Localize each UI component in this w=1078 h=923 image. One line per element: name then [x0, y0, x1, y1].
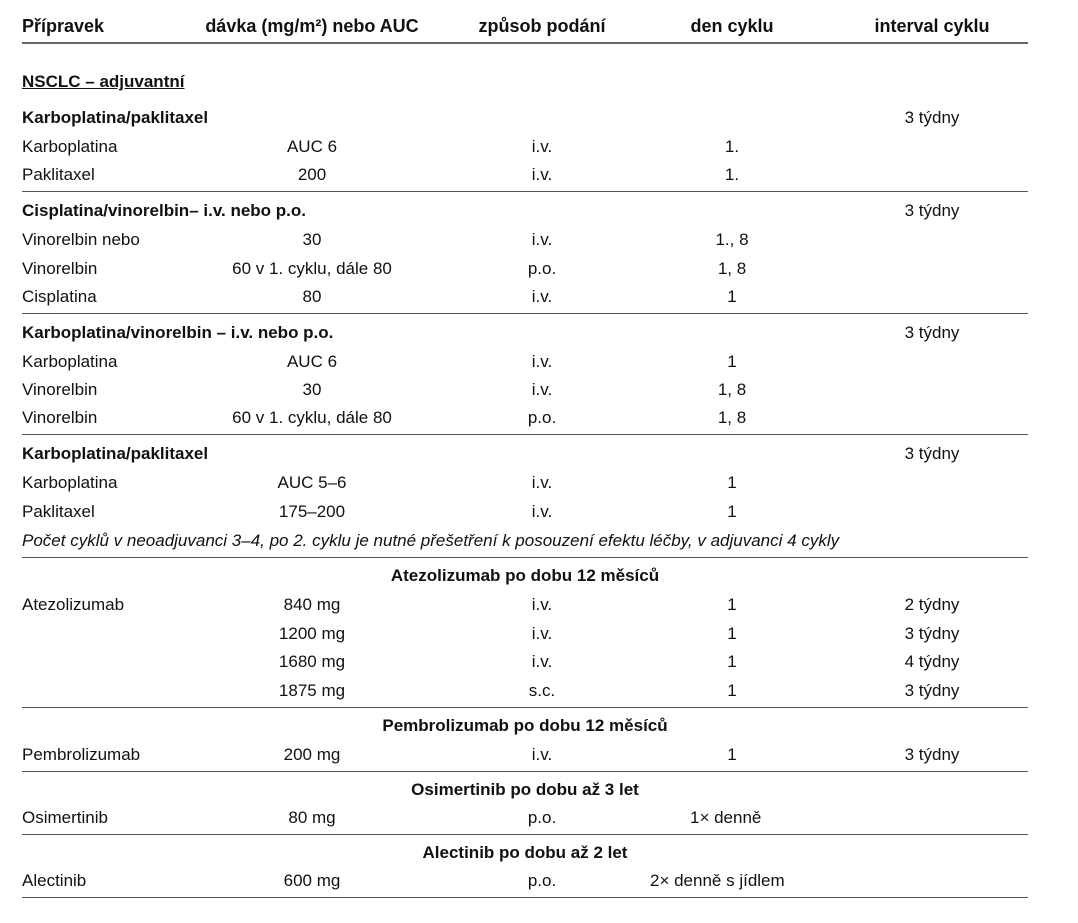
divider — [22, 707, 1028, 708]
divider — [22, 434, 1028, 435]
route: i.v. — [531, 380, 553, 399]
route: i.v. — [531, 230, 553, 249]
dose: 30 — [302, 380, 322, 399]
section-title: NSCLC – adjuvantní — [22, 72, 185, 91]
route: i.v. — [531, 287, 553, 306]
group-interval: 3 týdny — [904, 108, 960, 127]
dose: AUC 6 — [286, 352, 338, 371]
immuno-title: Atezolizumab po dobu 12 měsíců — [390, 566, 660, 585]
table-row — [22, 648, 1028, 676]
day: 1 — [727, 745, 737, 764]
drug: Vinorelbin — [22, 259, 98, 278]
interval: 3 týdny — [904, 681, 960, 700]
table-row — [22, 133, 1028, 161]
route: p.o. — [527, 408, 557, 427]
dose: 1875 mg — [278, 681, 346, 700]
day: 1, 8 — [717, 259, 747, 278]
group-title: Cisplatina/vinorelbin– i.v. nebo p.o. — [22, 201, 307, 220]
drug: Cisplatina — [22, 287, 97, 306]
route: i.v. — [531, 745, 553, 764]
group-title-row — [22, 104, 1028, 132]
header-drug: Přípravek — [22, 16, 105, 36]
route: i.v. — [531, 165, 553, 184]
divider — [22, 191, 1028, 192]
day: 1 — [727, 473, 737, 492]
day: 1 — [727, 352, 737, 371]
cycle-note: Počet cyklů v neoadjuvanci 3–4, po 2. cyklu je nutné přešetření k posouzení efektu léčby, v adjuvanci 4 cykly — [22, 531, 840, 550]
day: 1 — [727, 681, 737, 700]
day: 1. — [724, 137, 740, 156]
immuno-title-row — [22, 562, 1028, 590]
route: i.v. — [531, 137, 553, 156]
route: i.v. — [531, 352, 553, 371]
day: 1 — [727, 595, 737, 614]
table-row — [22, 498, 1028, 526]
divider — [22, 557, 1028, 558]
dose: 1680 mg — [278, 652, 346, 671]
route: p.o. — [527, 808, 557, 827]
table-row — [22, 376, 1028, 404]
group-title-row — [22, 440, 1028, 468]
interval: 4 týdny — [904, 652, 960, 671]
table-row — [22, 620, 1028, 648]
section-title-row — [22, 68, 1028, 96]
drug: Pembrolizumab — [22, 745, 141, 764]
day: 1, 8 — [717, 408, 747, 427]
divider — [22, 834, 1028, 835]
immuno-title-row — [22, 839, 1028, 867]
route: i.v. — [531, 624, 553, 643]
day: 1× denně — [690, 808, 762, 827]
immuno-title: Alectinib po dobu až 2 let — [422, 843, 628, 862]
dose: 80 — [302, 287, 322, 306]
dose: 80 mg — [288, 808, 336, 827]
group-title-row — [22, 319, 1028, 347]
table-row — [22, 677, 1028, 705]
day: 1., 8 — [715, 230, 749, 249]
route: i.v. — [531, 473, 553, 492]
dose: AUC 5–6 — [277, 473, 347, 492]
day: 1. — [724, 165, 740, 184]
immuno-title-row — [22, 776, 1028, 804]
group-title: Karboplatina/vinorelbin – i.v. nebo p.o. — [22, 323, 334, 342]
route: s.c. — [528, 681, 556, 700]
dose: AUC 6 — [286, 137, 338, 156]
header-day: den cyklu — [690, 16, 774, 36]
day: 1 — [727, 624, 737, 643]
interval: 3 týdny — [904, 745, 960, 764]
group-title: Karboplatina/paklitaxel — [22, 444, 209, 463]
route: i.v. — [531, 502, 553, 521]
group-interval: 3 týdny — [904, 444, 960, 463]
dose: 30 — [302, 230, 322, 249]
table-row — [22, 804, 1028, 832]
day: 1 — [727, 287, 737, 306]
drug: Vinorelbin nebo — [22, 230, 140, 249]
header-route: způsob podání — [478, 16, 606, 36]
route: i.v. — [531, 595, 553, 614]
table-header — [22, 16, 1028, 44]
dose: 200 — [297, 165, 327, 184]
drug: Alectinib — [22, 871, 87, 890]
divider — [22, 313, 1028, 314]
table-row — [22, 867, 1028, 895]
day: 1, 8 — [717, 380, 747, 399]
immuno-title: Pembrolizumab po dobu 12 měsíců — [382, 716, 668, 735]
dose: 60 v 1. cyklu, dále 80 — [232, 408, 392, 427]
drug: Osimertinib — [22, 808, 108, 827]
group-title: Karboplatina/paklitaxel — [22, 108, 209, 127]
table-row — [22, 469, 1028, 497]
table-row — [22, 741, 1028, 769]
route: i.v. — [531, 652, 553, 671]
group-interval: 3 týdny — [904, 201, 960, 220]
divider — [22, 771, 1028, 772]
drug: Vinorelbin — [22, 380, 98, 399]
route: p.o. — [527, 871, 557, 890]
table-row — [22, 404, 1028, 432]
group-title-row — [22, 197, 1028, 225]
dose: 600 mg — [283, 871, 341, 890]
header-interval: interval cyklu — [874, 16, 990, 36]
divider — [22, 897, 1028, 898]
day: 1 — [727, 502, 737, 521]
dose: 200 mg — [283, 745, 341, 764]
table-row — [22, 348, 1028, 376]
drug: Atezolizumab — [22, 595, 125, 614]
table-row — [22, 283, 1028, 311]
table-row — [22, 591, 1028, 619]
table-row — [22, 226, 1028, 254]
immuno-title-row — [22, 712, 1028, 740]
dose: 1200 mg — [278, 624, 346, 643]
group-interval: 3 týdny — [904, 323, 960, 342]
drug: Paklitaxel — [22, 165, 95, 184]
drug: Vinorelbin — [22, 408, 98, 427]
drug: Karboplatina — [22, 352, 118, 371]
dose: 175–200 — [278, 502, 346, 521]
drug: Paklitaxel — [22, 502, 95, 521]
route: p.o. — [527, 259, 557, 278]
table-row — [22, 255, 1028, 283]
dose: 60 v 1. cyklu, dále 80 — [232, 259, 392, 278]
drug: Karboplatina — [22, 137, 118, 156]
table-row — [22, 161, 1028, 189]
immuno-title: Osimertinib po dobu až 3 let — [411, 780, 639, 799]
interval: 3 týdny — [904, 624, 960, 643]
dose: 840 mg — [283, 595, 341, 614]
drug: Karboplatina — [22, 473, 118, 492]
header-dose: dávka (mg/m²) nebo AUC — [205, 16, 419, 36]
interval: 2 týdny — [904, 595, 960, 614]
day: 1 — [727, 652, 737, 671]
day: 2× denně s jídlem — [650, 871, 785, 890]
note-row — [22, 527, 1028, 555]
